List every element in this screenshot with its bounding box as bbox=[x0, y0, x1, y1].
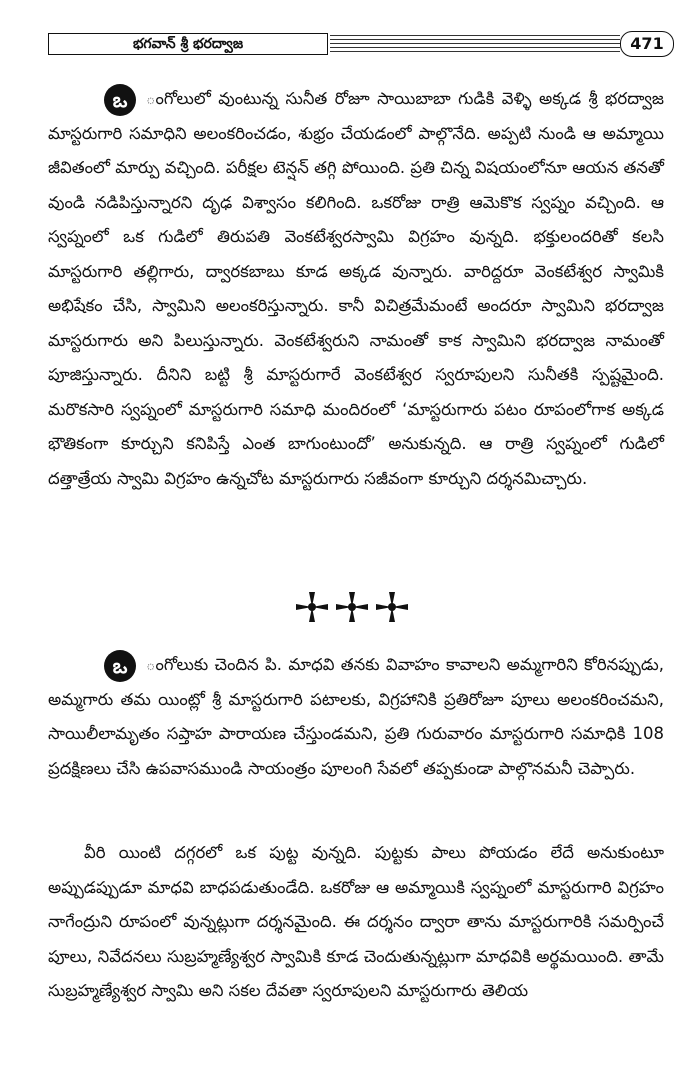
paragraph-3 bbox=[48, 836, 664, 1009]
paragraph-1-text: ంగోలులో వుంటున్న సునీత రోజూ సాయిబాబా గుడికి వెళ్ళి అక్కడ శ్రీ భరద్వాజ మాస్టరుగారి సమాధిని అలంకరించడం, శుభ్రం చేయడంలో పాల్గొనేది. అప్పటి నుండి ఆ అమ్మాయి జీవితంలో మార్పు వచ్చింది. పరీక్షల టెన్షన్ తగ్గి పోయింది. ప్రతి చిన్న విషయంలోనూ ఆయన తనతో వుండి నడిపిస్తున్నారని దృఢ విశ్వాసం కలిగింది. ఒకరోజు రాత్రి ఆమెకొక స్వప్నం వచ్చింది. ఆ స్వప్నంలో ఒక గుడిలో తిరుపతి వెంకటేశ్వరస్వామి విగ్రహం వున్నది. భక్తులందరితో కలసి మాస్టరుగారి తల్లిగారు, ద్వారకబాబు కూడ అక్కడ వున్నారు. వారిద్దరూ వెంకటేశ్వర స్వామికి అభిషేకం చేసి, స్వామిని అలంకరిస్తున్నారు. కానీ విచిత్రమేమంటే అందరూ స్వామిని భరద్వాజ మాస్టరుగారు అని పిలుస్తున్నారు. వెంకటేశ్వరుని నామంతో కాక స్వామిని భరద్వాజ నామంతో పూజిస్తున్నారు. దీనిని బట్టి శ్రీ మాస్టరుగారే వెంకటేశ్వర స్వరూపులని సునీతకి స్పష్టమైంది. మరొకసారి స్వప్నంలో మాస్టరుగారి సమాధి మందిరంలో ‘మాస్టరుగారు పటం రూపంలోగాక అక్కడ భౌతికంగా కూర్చుని కనిపిస్తే ఎంత బాగుంటుందో’ అనుకున్నది. ఆ రాత్రి స్వప్నంలో గుడిలో దత్తాత్రేయ స్వామి విగ్రహం ఉన్నచోట మాస్టరుగారు సజీవంగా కూర్చుని దర్శనమిచ్చారు. bbox=[48, 89, 664, 488]
dropcap-2: ఒ bbox=[104, 650, 136, 682]
page-number: 471 bbox=[620, 31, 674, 57]
dropcap-1: ఒ bbox=[104, 84, 136, 116]
paragraph-1 bbox=[48, 82, 664, 496]
section-divider-ornament bbox=[292, 592, 412, 622]
header-title: భగవాన్ శ్రీ భరద్వాజ bbox=[48, 33, 328, 55]
running-header bbox=[48, 33, 668, 57]
paragraph-3-text: వీరి యింటి దగ్గరలో ఒక పుట్ట వున్నది. పుట్టకు పాలు పోయడం లేదే అనుకుంటూ అప్పుడప్పుడూ మాధవి బాధపడుతుండేది. ఒకరోజు ఆ అమ్మాయికి స్వప్నంలో మాస్టరుగారి విగ్రహం నాగేంద్రుని రూపంలో వున్నట్లుగా దర్శనమైంది. ఈ దర్శనం ద్వారా తాను మాస్టరుగారికి సమర్పించే పూలు, నివేదనలు సుబ్రహ్మణ్యేశ్వర స్వామికి కూడ చెందుతున్నట్లుగా మాధవికి అర్థమయింది. తామే సుబ్రహ్మణ్యేశ్వర స్వామి అని సకల దేవతా స్వరూపులని మాస్టరుగారు తెలియ bbox=[48, 843, 664, 1000]
paragraph-2 bbox=[48, 648, 664, 786]
paragraph-2-text: ంగోలుకు చెందిన పి. మాధవి తనకు వివాహం కావాలని అమ్మగారిని కోరినప్పుడు, అమ్మగారు తమ యింట్లో శ్రీ మాస్టరుగారి పటాలకు, విగ్రహానికి ప్రతిరోజూ పూలు అలంకరించమని, సాయిలీలామృతం సప్తాహ పారాయణ చేస్తుండమని, ప్రతి గురువారం మాస్టరుగారి సమాధికి 108 ప్రదక్షిణలు చేసి ఉపవాసముండి సాయంత్రం పూలంగి సేవలో తప్పకుండా పాల్గొనమనీ చెప్పారు. bbox=[48, 655, 664, 778]
header-rules bbox=[330, 35, 620, 55]
